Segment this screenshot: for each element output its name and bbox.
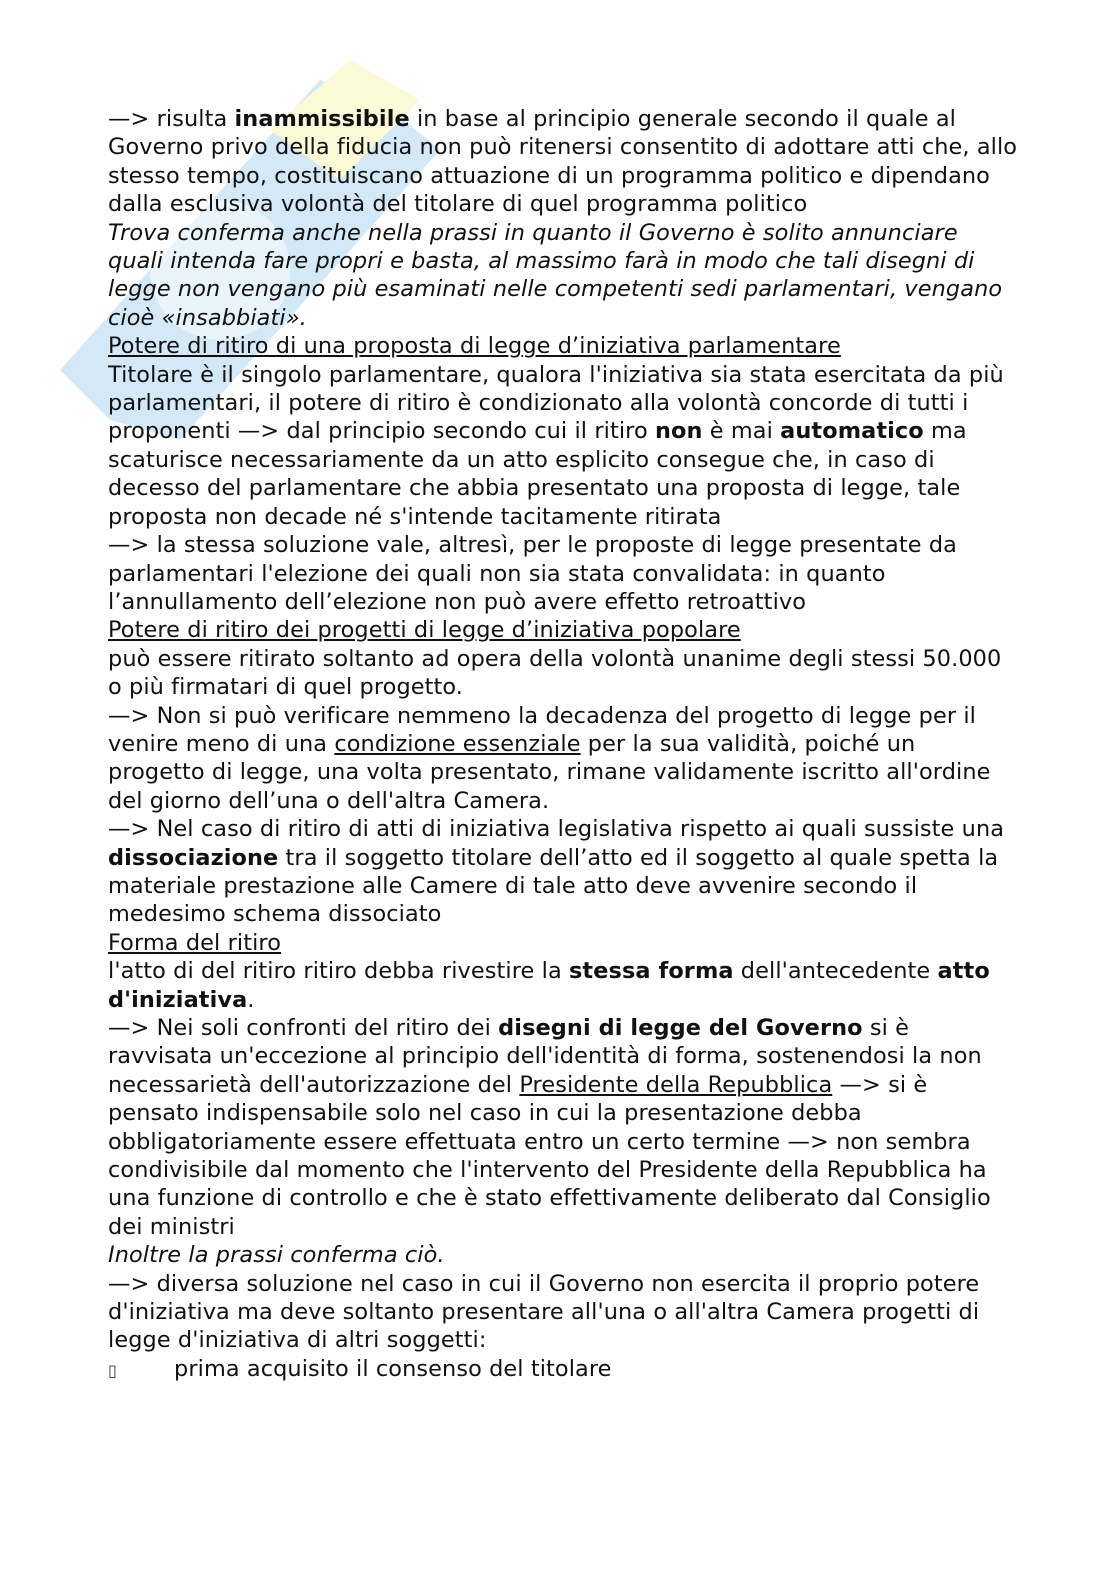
list-item-text: prima acquisito il consenso del titolare bbox=[174, 1355, 612, 1382]
document-body bbox=[108, 105, 1018, 1385]
italic-note: Trova conferma anche nella prassi in quanto il Governo è solito annunciare quali intenda fare propri e basta, al massimo farà in modo che tali disegni di legge non vengano più esaminati nelle competenti sedi parlamentari, vengano cioè «insabbiati». bbox=[108, 219, 1003, 331]
paragraph: —> diversa soluzione nel caso in cui il Governo non esercita il proprio potere d'iniziativa ma deve soltanto presentare all'una o all'altra Camera progetti di legge d'iniziativa di altri soggetti: bbox=[108, 1270, 980, 1354]
paragraph: —> Nel caso di ritiro di atti di iniziativa legislativa rispetto ai quali sussiste una dissociazione tra il soggetto titolare dell’atto ed il soggetto al quale spetta la materiale prestazione alle Camere di tale atto deve avvenire secondo il medesimo schema dissociato bbox=[108, 816, 1005, 928]
list-item bbox=[108, 1355, 1018, 1385]
paragraph: —> la stessa soluzione vale, altresì, per le proposte di legge presentate da parlamentari l'elezione dei quali non sia stata convalidata: in quanto l’annullamento dell’elezione non può avere effetto retroattivo bbox=[108, 532, 957, 615]
italic-note: Inoltre la prassi conferma ciò. bbox=[108, 1242, 445, 1269]
paragraph: l'atto di del ritiro ritiro debba rivestire la stessa forma dell'antecedente atto d'iniziativa. bbox=[108, 958, 990, 1013]
section-heading: Potere di ritiro di una proposta di legge d’iniziativa parlamentare bbox=[108, 333, 841, 360]
section-heading: Potere di ritiro dei progetti di legge d’iniziativa popolare bbox=[108, 617, 741, 644]
paragraph: può essere ritirato soltanto ad opera della volontà unanime degli stessi 50.000 o più firmatari di quel progetto. bbox=[108, 645, 1002, 701]
bullet-icon: ▯ bbox=[108, 1360, 117, 1380]
paragraph: Titolare è il singolo parlamentare, qualora l'iniziativa sia stata esercitata da più parlamentari, il potere di ritiro è condizionato alla volontà concorde di tutti i proponenti —> dal principio secondo cui il ritiro non è mai automatico ma scaturisce necessariamente da un atto esplicito consegue che, in caso di decesso del parlamentare che abbia presentato una proposta di legge, tale proposta non decade né s'intende tacitamente ritirata bbox=[108, 361, 1004, 530]
paragraph: —> risulta inammissibile in base al principio generale secondo il quale al Governo privo della fiducia non può ritenersi consentito di adottare atti che, allo stesso tempo, costituiscano attuazione di un programma politico e dipendano dalla esclusiva volontà del titolare di quel programma politico bbox=[108, 106, 1018, 218]
section-heading: Forma del ritiro bbox=[108, 929, 282, 956]
paragraph: —> Non si può verificare nemmeno la decadenza del progetto di legge per il venire meno di una condizione essenziale per la sua validità, poiché un progetto di legge, una volta presentato, rimane validamente iscritto all'ordine del giorno dell’una o dell'altra Camera. bbox=[108, 702, 991, 814]
paragraph: —> Nei soli confronti del ritiro dei disegni di legge del Governo si è ravvisata un'eccezione al principio dell'identità di forma, sostenendosi la non necessarietà dell'autorizzazione del Presidente della Repubblica —> si è pensato indispensabile solo nel caso in cui la presentazione debba obbligatoriamente essere effettuata entro un certo termine —> non sembra condivisibile dal momento che l'intervento del Presidente della Repubblica ha una funzione di controllo e che è stato effettivamente deliberato dal Consiglio dei ministri bbox=[108, 1015, 991, 1240]
